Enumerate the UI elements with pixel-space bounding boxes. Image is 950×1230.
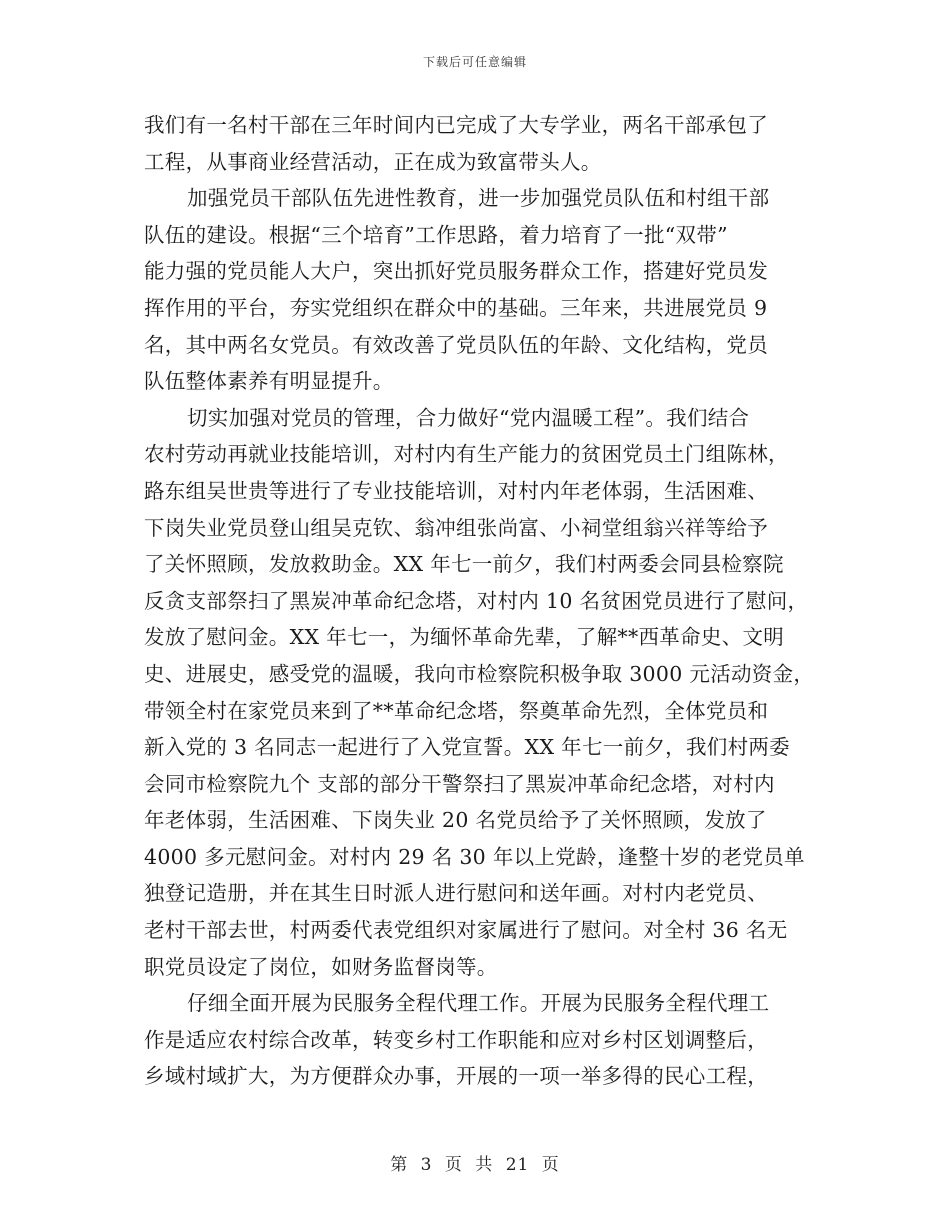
text-line: 挥作用的平台，夯实党组织在群众中的基础。三年来，共进展党员 9 bbox=[144, 295, 768, 320]
text-line: 农村劳动再就业技能培训，对村内有生产能力的贫困党员土门组陈林， bbox=[144, 442, 789, 467]
text-line: 工程，从事商业经营活动，正在成为致富带头人。 bbox=[144, 149, 602, 174]
page-number: 第 3 页 共 21 页 bbox=[390, 1155, 560, 1175]
text-line: 发放了慰问金。XX 年七一，为缅怀革命先辈，了解**西革命史、文明 bbox=[144, 625, 785, 650]
text-line: 切实加强对党员的管理，合力做好“党内温暖工程”。我们结合 bbox=[187, 405, 750, 430]
text-line: 我们有一名村干部在三年时间内已完成了大专学业，两名干部承包了 bbox=[144, 113, 768, 137]
text-line: 年老体弱，生活困难、下岗失业 20 名党员给予了关怀照顾，发放了 bbox=[144, 808, 767, 833]
text-line: 仔细全面开展为民服务全程代理工作。开展为民服务全程代理工 bbox=[187, 991, 770, 1016]
text-line: 会同市检察院九个 支部的部分干警祭扫了黑炭冲革命纪念塔，对村内 bbox=[144, 771, 775, 796]
text-line: 独登记造册，并在其生日时派人进行慰问和送年画。对村内老党员、 bbox=[144, 881, 768, 906]
text-line: 新入党的 3 名同志一起进行了入党宣誓。XX 年七一前夕，我们村两委 bbox=[144, 735, 790, 760]
text-line: 乡域村域扩大，为方便群众办事，开展的一项一举多得的民心工程， bbox=[144, 1064, 768, 1089]
text-line: 作是适应农村综合改革，转变乡村工作职能和应对乡村区划调整后， bbox=[144, 1027, 768, 1052]
text-line: 老村干部去世，村两委代表党组织对家属进行了慰问。对全村 36 名无 bbox=[144, 918, 788, 943]
text-line: 队伍整体素养有明显提升。 bbox=[144, 369, 394, 394]
text-line: 4000 多元慰问金。对村内 29 名 30 年以上党龄，逢整十岁的老党员单 bbox=[144, 844, 805, 869]
text-line: 反贪支部祭扫了黑炭冲革命纪念塔，对村内 10 名贫困党员进行了慰问， bbox=[144, 588, 809, 613]
page-header: 下载后可任意编辑 bbox=[422, 55, 527, 69]
text-line: 加强党员干部队伍先进性教育，进一步加强党员队伍和村组干部 bbox=[187, 186, 770, 211]
text-line: 队伍的建设。根据“三个培育”工作思路，着力培育了一批“双带” bbox=[144, 222, 728, 247]
text-line: 史、进展史，感受党的温暖，我向市检察院积极争取 3000 元活动资金， bbox=[144, 661, 815, 686]
text-line: 带领全村在家党员来到了**革命纪念塔，祭奠革命先烈，全体党员和 bbox=[144, 698, 769, 723]
text-line: 职党员设定了岗位，如财务监督岗等。 bbox=[144, 954, 498, 979]
text-line: 名，其中两名女党员。有效改善了党员队伍的年龄、文化结构，党员 bbox=[144, 332, 768, 357]
text-line: 路东组吴世贵等进行了专业技能培训，对村内年老体弱，生活困难、 bbox=[144, 478, 768, 503]
text-line: 能力强的党员能人大户，突出抓好党员服务群众工作，搭建好党员发 bbox=[144, 259, 768, 284]
text-line: 下岗失业党员登山组吴克钦、翁冲组张尚富、小祠堂组翁兴祥等给予 bbox=[144, 515, 768, 540]
text-line: 了关怀照顾，发放救助金。XX 年七一前夕，我们村两委会同县检察院 bbox=[144, 552, 784, 577]
document-body bbox=[144, 107, 814, 1095]
